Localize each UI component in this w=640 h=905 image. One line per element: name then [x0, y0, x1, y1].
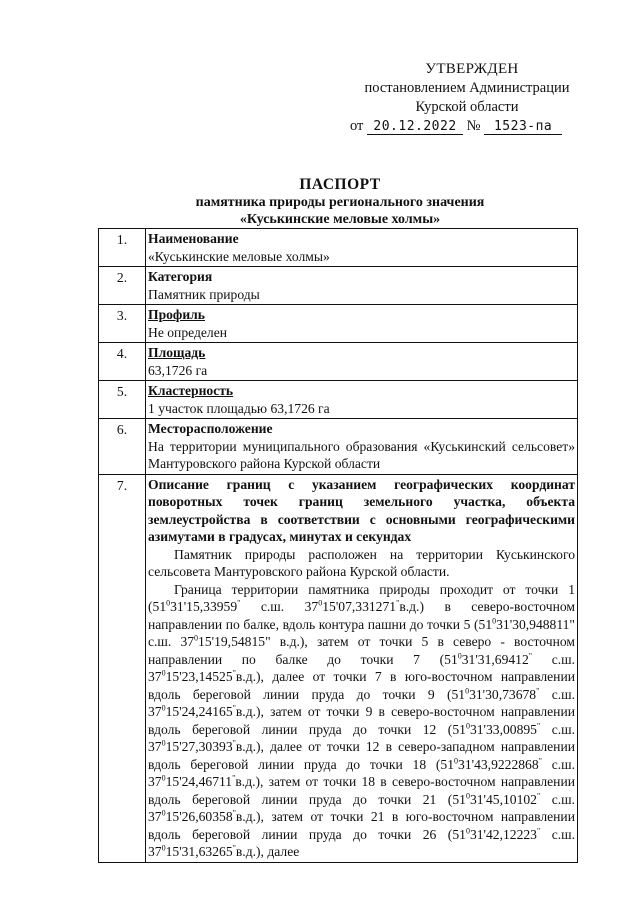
coordinate-mark: "	[232, 808, 236, 818]
coordinate-mark: 0	[161, 703, 166, 713]
approval-line-2: Курской области	[415, 99, 519, 115]
coordinate-mark: 0	[465, 685, 470, 695]
coordinate-text: с.ш. 37	[148, 686, 575, 719]
approval-date: 20.12.2022	[367, 120, 463, 135]
coordinate-mark: 0	[161, 668, 166, 678]
row-content	[146, 343, 578, 381]
row-value: «Куськинские меловые холмы»	[148, 248, 330, 264]
coordinate-mark: 0	[161, 773, 166, 783]
row-label: Площадь	[148, 345, 206, 360]
coordinate-text: 15'31,63265	[165, 844, 233, 859]
row-number: 7.	[99, 474, 146, 862]
row-number: 6.	[99, 419, 146, 475]
table-row	[99, 381, 578, 419]
coordinate-mark: "	[232, 668, 236, 678]
coordinate-mark: 0	[465, 720, 470, 730]
coordinate-text: 31'42,12223	[469, 826, 537, 842]
approval-date-line	[350, 117, 582, 136]
coordinate-text: 15'27,30393	[165, 739, 233, 754]
monument-name: «Куськинские меловые холмы»	[239, 212, 441, 227]
document-subtitle: памятника природы регионального значения	[195, 195, 485, 210]
coordinate-text: в.д.), далее	[235, 844, 300, 859]
row-label: Категория	[148, 269, 213, 284]
approval-number: 1523-па	[484, 120, 562, 135]
row-label: Описание границ с указанием географических координат поворотных точек границ земельного участка, объекта землеустройства в соответствии с основными географическими азимутами в градусах, минутах и секундах	[148, 476, 575, 544]
coordinate-text: 31'15,33959	[170, 599, 238, 614]
number-sign: №	[466, 118, 481, 134]
coordinate-mark: "	[536, 825, 541, 835]
coordinate-text: с.ш. 37	[148, 651, 575, 684]
coordinate-mark: "	[536, 685, 540, 695]
row-content	[146, 474, 578, 862]
row-label: Профиль	[148, 307, 205, 322]
coordinate-mark: 0	[318, 598, 323, 608]
table-row	[99, 419, 578, 475]
coordinate-mark: 0	[161, 843, 166, 853]
row-value: 63,1726 га	[148, 362, 208, 378]
row-content	[146, 267, 578, 305]
coordinate-mark: "	[528, 650, 533, 660]
coordinate-mark: 0	[166, 598, 171, 608]
coordinate-text: в.д.), затем от точки 9 в северо-восточном направлении вдоль береговой линии пруда до точки 12 (51	[148, 704, 575, 737]
coordinate-text: 31'31,69412	[461, 651, 529, 667]
coordinate-mark: "	[538, 755, 542, 765]
coordinate-text: 15'26,60358	[165, 809, 233, 824]
coordinate-mark: "	[232, 773, 236, 783]
coordinate-text: 15'24,24165	[165, 704, 233, 719]
coordinate-text: с.ш. 37	[148, 721, 576, 754]
coordinate-mark: "	[237, 598, 241, 608]
row7-paragraph-2	[148, 581, 575, 861]
coordinate-text: в.д.), далее от точки 12 в северо-западном направлении вдоль береговой линии пруда до точки 18 (51	[148, 739, 575, 772]
coordinate-mark: 0	[161, 738, 166, 748]
date-prefix: от	[350, 118, 364, 134]
table-row	[99, 305, 578, 343]
coordinate-text: в.д.) в северо-восточном направлении по балке, вдоль контура пашни до точки 5 (51	[148, 599, 575, 632]
table-row	[99, 474, 578, 862]
row-number: 2.	[99, 267, 146, 305]
row-label: Месторасположение	[148, 421, 273, 436]
row-number: 3.	[99, 305, 146, 343]
coordinate-text: 15'23,14525	[165, 669, 233, 684]
row-value: 1 участок площадью 63,1726 га	[148, 400, 330, 416]
approval-block	[352, 60, 582, 136]
coordinate-text: 15'19,54815" в.д.), затем от точки 5 в северо - восточном направлении по балке до точки 7 (51	[148, 634, 575, 667]
coordinate-text: 15'07,331271	[322, 599, 397, 614]
coordinate-text: с.ш. 37	[148, 791, 576, 824]
coordinate-text: 31'45,10102	[469, 791, 537, 807]
approval-title: УТВЕРЖДЕН	[425, 61, 519, 77]
coordinate-mark: 0	[465, 825, 470, 835]
coordinate-text: 31'30,73678	[469, 686, 537, 702]
table-row	[99, 343, 578, 381]
row7-paragraph-1: Памятник природы расположен на территории Куськинского сельсовета Мантуровского района Курской области.	[148, 546, 575, 579]
coordinate-mark: 0	[454, 755, 459, 765]
approval-line-1: постановлением Администрации	[364, 80, 570, 96]
row-value: Памятник природы	[148, 286, 260, 302]
coordinate-mark: "	[232, 843, 236, 853]
coordinate-mark: "	[536, 720, 541, 730]
coordinate-text: 31'43,9222868	[458, 756, 539, 772]
coordinate-mark: "	[232, 703, 236, 713]
row-label: Кластерность	[148, 383, 234, 398]
coordinate-mark: 0	[457, 650, 462, 660]
coordinate-mark: "	[232, 738, 236, 748]
coordinate-text: 31'30,948811" с.ш. 37	[148, 616, 575, 649]
coordinate-text: с.ш. 37	[148, 756, 575, 789]
row-number: 5.	[99, 381, 146, 419]
coordinate-text: в.д.), затем от точки 21 в юго-восточном направлении вдоль береговой линии пруда до точки 26 (51	[148, 809, 575, 842]
table-row	[99, 229, 578, 267]
row-content	[146, 419, 578, 475]
coordinate-text: с.ш. 37	[148, 826, 576, 859]
row-content	[146, 305, 578, 343]
row-value: Не определен	[148, 324, 228, 340]
table-row	[99, 267, 578, 305]
coordinate-mark: "	[536, 790, 541, 800]
coordinate-text: 15'24,46711	[165, 774, 233, 789]
document-title: ПАСПОРТ	[299, 176, 381, 193]
coordinate-mark: 0	[492, 615, 497, 625]
row-value: На территории муниципального образования «Куськинский сельсовет» Мантуровского района Курской области	[148, 438, 575, 471]
passport-table	[98, 228, 578, 863]
coordinate-text: в.д.), затем от точки 18 в северо-восточном направлении вдоль береговой линии пруда до точки 21 (51	[148, 774, 575, 807]
coordinate-mark: 0	[161, 808, 166, 818]
row-label: Наименование	[148, 231, 239, 246]
coordinate-text: в.д.), далее от точки 7 в юго-восточном направлении вдоль береговой линии пруда до точки 9 (51	[148, 669, 575, 702]
coordinate-text: с.ш. 37	[240, 599, 319, 614]
coordinate-mark: 0	[194, 633, 199, 643]
row-number: 4.	[99, 343, 146, 381]
coordinate-mark: 0	[465, 790, 470, 800]
row-number: 1.	[99, 229, 146, 267]
row-content	[146, 229, 578, 267]
coordinate-text: Граница территории памятника природы проходит от точки 1 (51	[148, 581, 575, 614]
row-content	[146, 381, 578, 419]
coordinate-mark: "	[396, 598, 400, 608]
coordinate-text: 31'33,00895	[469, 721, 537, 737]
